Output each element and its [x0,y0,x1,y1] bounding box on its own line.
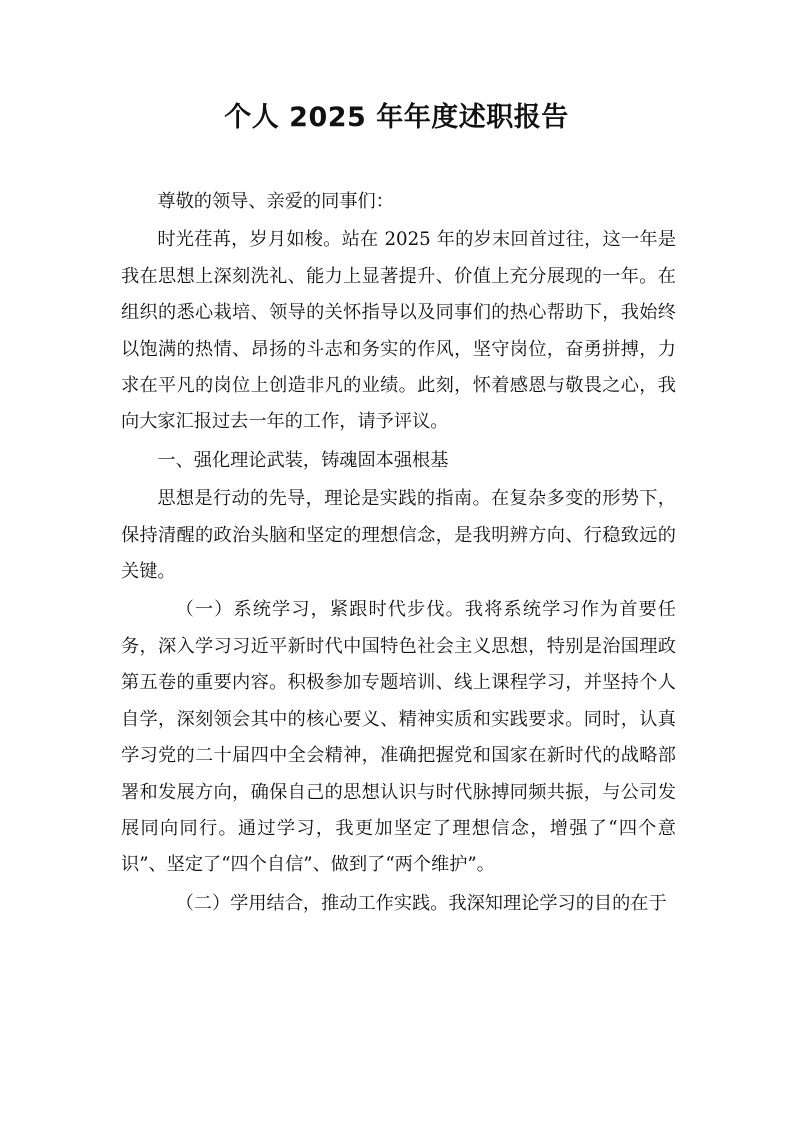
section-heading-1: 一、强化理论武装，铸魂固本强根基 [157,449,449,471]
paragraph-intro: 时光荏苒，岁月如梭。站在 2025 年的岁末回首过往，这一年是我在思想上深刻洗礼、能力上显著提升、价值上充分展现的一年。在组织的悉心栽培、领导的关怀指导以及同事们的热心帮助下，我始终以饱满的热情、昂扬的斗志和务实的作风，坚守岗位，奋勇拼搏，力求在平凡的岗位上创造非凡的业绩。此刻，怀着感恩与敬畏之心，我向大家汇报过去一年的工作，请予评议。 [121,229,676,433]
paragraph-section1-lead: 思想是行动的先导，理论是实践的指南。在复杂多变的形势下，保持清醒的政治头脑和坚定的理想信念，是我明辨方向、行稳致远的关键。 [121,488,676,583]
paragraph-sub1: （一）系统学习，紧跟时代步伐。我将系统学习作为首要任务，深入学习习近平新时代中国特色社会主义思想，特别是治国理政第五卷的重要内容。积极参加专题培训、线上课程学习，并坚持个人自学，深刻领会其中的核心要义、精神实质和实践要求。同时，认真学习党的二十届四中全会精神，准确把握党和国家在新时代的战略部署和发展方向，确保自己的思想认识与时代脉搏同频共振，与公司发展同向同行。通过学习，我更加坚定了理想信念，增强了“四个意识”、坚定了“四个自信”、做到了“两个维护”。 [121,599,676,876]
paragraph-sub2: （二）学用结合，推动工作实践。我深知理论学习的目的在于 [175,892,667,914]
page-title: 个人 2025 年年度述职报告 [224,102,569,133]
document-body [121,184,676,922]
salutation: 尊敬的领导、亲爱的同事们： [157,191,394,212]
